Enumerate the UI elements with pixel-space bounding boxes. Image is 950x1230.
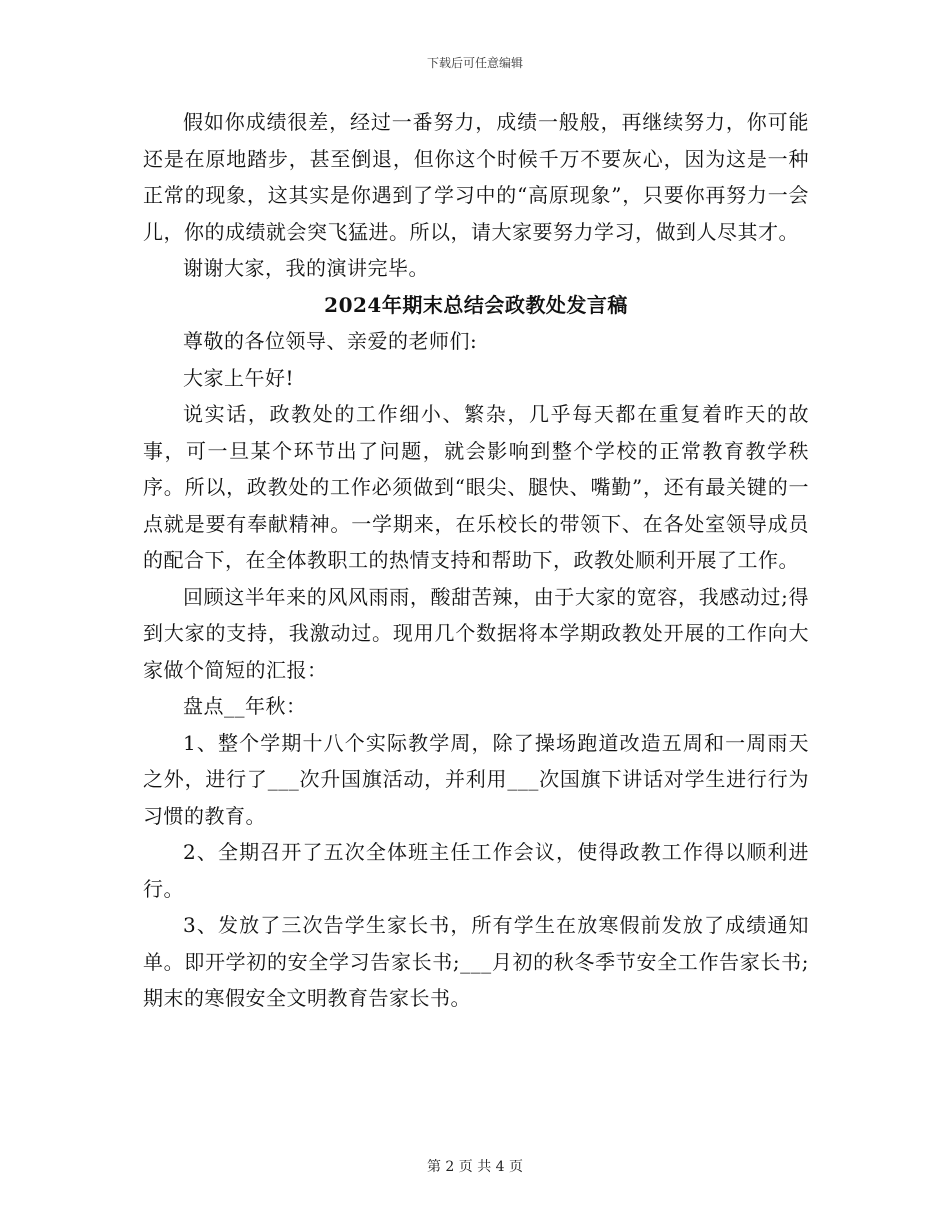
- paragraph: 说实话，政教处的工作细小、繁杂，几乎每天都在重复着昨天的故事，可一旦某个环节出了问题，就会影响到整个学校的正常教育教学秩序。所以，政教处的工作必须做到“眼尖、腿快、嘴勤”，还有最关键的一点就是要有奉献精神。一学期来，在乐校长的带领下、在各处室领导成员的配合下，在全体教职工的热情支持和帮助下，政教处顺利开展了工作。: [143, 402, 809, 572]
- paragraph-salutation: 尊敬的各位领导、亲爱的老师们:: [183, 329, 478, 353]
- header-note: 下载后可任意编辑: [426, 56, 523, 70]
- list-item: 2、全期召开了五次全体班主任工作会议，使得政教工作得以顺利进行。: [143, 840, 809, 901]
- document-title: 2024年期末总结会政教处发言稿: [324, 292, 628, 317]
- paragraph: 假如你成绩很差，经过一番努力，成绩一般般，再继续努力，你可能还是在原地踏步，甚至倒退，但你这个时候千万不要灰心，因为这是一种正常的现象，这其实是你遇到了学习中的“高原现象”，只要你再努力一会儿，你的成绩就会突飞猛进。所以，请大家要努力学习，做到人尽其才。: [143, 110, 809, 244]
- document-body: [143, 104, 809, 1017]
- paragraph: 盘点__年秋：: [183, 694, 307, 718]
- paragraph: 谢谢大家，我的演讲完毕。: [183, 256, 429, 280]
- list-item: 3、发放了三次告学生家长书，所有学生在放寒假前发放了成绩通知单。即开学初的安全学习告家长书;___月初的秋冬季节安全工作告家长书;期末的寒假安全文明教育告家长书。: [143, 913, 809, 1010]
- paragraph-greeting: 大家上午好!: [183, 365, 295, 390]
- page-number: 第 2 页 共 4 页: [426, 1159, 524, 1175]
- list-item: 1、整个学期十八个实际教学周，除了操场跑道改造五周和一周雨天之外，进行了___次升国旗活动，并利用___次国旗下讲话对学生进行行为习惯的教育。: [143, 730, 809, 828]
- paragraph: 回顾这半年来的风风雨雨，酸甜苦辣，由于大家的宽容，我感动过;得到大家的支持，我激动过。现用几个数据将本学期政教处开展的工作向大家做个简短的汇报：: [143, 584, 809, 682]
